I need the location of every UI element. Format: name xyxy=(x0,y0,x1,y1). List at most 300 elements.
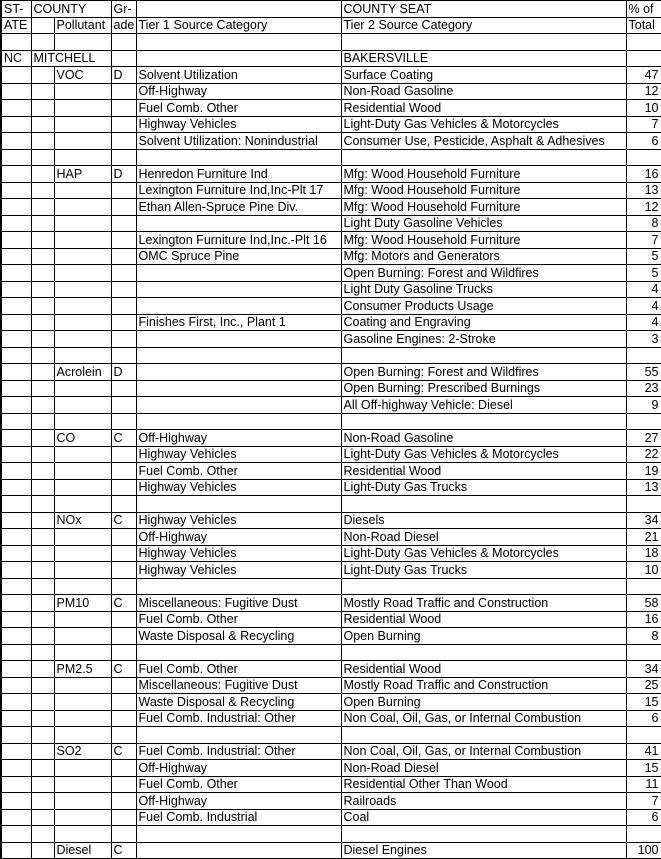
tier2-cell: Non-Road Diesel xyxy=(341,529,626,546)
state-empty-cell xyxy=(1,232,31,249)
empty-cell xyxy=(54,644,111,661)
state-empty-cell xyxy=(1,661,31,678)
county-empty-cell xyxy=(31,166,54,183)
pct-total-cell: 15 xyxy=(626,760,661,777)
grade-cell: D xyxy=(111,67,136,84)
pollutant-cell: PM10 xyxy=(54,595,111,612)
table-row xyxy=(1,842,661,859)
tier2-cell: Open Burning xyxy=(341,694,626,711)
pct-total-cell: 11 xyxy=(626,776,661,793)
spacer-row xyxy=(1,644,661,661)
pollutant-empty-cell xyxy=(54,215,111,232)
county-empty-cell xyxy=(31,710,54,727)
grade-empty-cell xyxy=(111,83,136,100)
grade-empty-cell xyxy=(111,611,136,628)
tier2-cell: Diesels xyxy=(341,512,626,529)
empty-cell xyxy=(54,826,111,843)
tier1-cell: Highway Vehicles xyxy=(136,545,341,562)
pct-total-cell: 8 xyxy=(626,215,661,232)
county-empty-cell xyxy=(31,182,54,199)
state-empty-cell xyxy=(1,694,31,711)
pollutant-cell: NOx xyxy=(54,512,111,529)
table-row xyxy=(1,595,661,612)
empty-cell xyxy=(341,644,626,661)
pollutant-cell: SO2 xyxy=(54,743,111,760)
empty-cell xyxy=(626,347,661,364)
state-empty-cell xyxy=(1,743,31,760)
grade-cell: C xyxy=(111,743,136,760)
county-empty-cell xyxy=(31,743,54,760)
pct-total-cell: 23 xyxy=(626,380,661,397)
county-empty-cell xyxy=(31,281,54,298)
pct-total-cell: 19 xyxy=(626,463,661,480)
tier2-cell: Mfg: Wood Household Furniture xyxy=(341,232,626,249)
header-county-seat: COUNTY SEAT xyxy=(341,1,626,18)
county-empty-cell xyxy=(31,83,54,100)
tier1-cell: Ethan Allen-Spruce Pine Div. xyxy=(136,199,341,216)
table-row xyxy=(1,611,661,628)
tier2-cell: Mfg: Wood Household Furniture xyxy=(341,199,626,216)
state-empty-cell xyxy=(1,611,31,628)
pct-total-cell: 22 xyxy=(626,446,661,463)
pollutant-empty-cell xyxy=(54,545,111,562)
state-empty-cell xyxy=(1,446,31,463)
state-empty-cell xyxy=(1,628,31,645)
county-empty-cell xyxy=(31,694,54,711)
state-empty-cell xyxy=(1,397,31,414)
grade-empty-cell xyxy=(111,182,136,199)
pollutant-empty-cell xyxy=(54,298,111,315)
grade-empty-cell xyxy=(111,793,136,810)
state-empty-cell xyxy=(1,430,31,447)
header-row-2 xyxy=(1,17,661,34)
tier1-cell: Waste Disposal & Recycling xyxy=(136,628,341,645)
empty-cell xyxy=(626,727,661,744)
table-row xyxy=(1,776,661,793)
table-row xyxy=(1,67,661,84)
pct-total-cell: 6 xyxy=(626,809,661,826)
empty-cell xyxy=(136,496,341,513)
pct-total-cell: 13 xyxy=(626,182,661,199)
tier1-cell: Off-Highway xyxy=(136,793,341,810)
county-empty-cell xyxy=(31,364,54,381)
table-row xyxy=(1,479,661,496)
grade-empty-cell xyxy=(111,710,136,727)
tier2-cell: Open Burning: Forest and Wildfires xyxy=(341,364,626,381)
county-empty-cell xyxy=(31,133,54,150)
tier1-cell: Miscellaneous: Fugitive Dust xyxy=(136,595,341,612)
tier2-cell: Non-Road Diesel xyxy=(341,760,626,777)
pollutant-empty-cell xyxy=(54,83,111,100)
tier1-cell: Finishes First, Inc., Plant 1 xyxy=(136,314,341,331)
spacer-row xyxy=(1,149,661,166)
state-empty-cell xyxy=(1,116,31,133)
pollutant-empty-cell xyxy=(54,199,111,216)
grade-cell: D xyxy=(111,166,136,183)
table-row xyxy=(1,364,661,381)
pollutant-empty-cell xyxy=(54,628,111,645)
tier1-cell: Off-Highway xyxy=(136,430,341,447)
table-row xyxy=(1,116,661,133)
tier1-cell: Fuel Comb. Other xyxy=(136,463,341,480)
grade-empty-cell xyxy=(111,809,136,826)
pct-total-cell: 9 xyxy=(626,397,661,414)
spacer-row xyxy=(1,578,661,595)
state-empty-cell xyxy=(1,182,31,199)
tier1-cell: Highway Vehicles xyxy=(136,116,341,133)
empty-cell xyxy=(1,727,31,744)
state-cell: NC xyxy=(1,50,31,67)
pollutant-cell: PM2.5 xyxy=(54,661,111,678)
tier2-cell: Mostly Road Traffic and Construction xyxy=(341,677,626,694)
grade-cell: C xyxy=(111,430,136,447)
county-empty-cell xyxy=(31,232,54,249)
county-empty-cell xyxy=(31,67,54,84)
county-empty-cell xyxy=(31,479,54,496)
pct-total-cell: 16 xyxy=(626,166,661,183)
tier2-cell: Residential Wood xyxy=(341,661,626,678)
table-row xyxy=(1,628,661,645)
grade-empty-cell xyxy=(111,133,136,150)
empty-cell xyxy=(136,727,341,744)
state-empty-cell xyxy=(1,463,31,480)
state-empty-cell xyxy=(1,760,31,777)
pct-total-cell: 4 xyxy=(626,298,661,315)
empty-cell xyxy=(1,413,31,430)
tier2-cell: Light-Duty Gas Trucks xyxy=(341,479,626,496)
empty-cell xyxy=(31,727,54,744)
table-row xyxy=(1,281,661,298)
pollutant-empty-cell xyxy=(54,710,111,727)
state-empty-cell xyxy=(1,512,31,529)
tier2-cell: Residential Wood xyxy=(341,100,626,117)
tier1-cell xyxy=(136,281,341,298)
county-empty-cell xyxy=(31,661,54,678)
tier1-cell: OMC Spruce Pine xyxy=(136,248,341,265)
tier1-cell xyxy=(136,842,341,859)
table-row xyxy=(1,380,661,397)
pollutant-empty-cell xyxy=(54,100,111,117)
pct-total-cell: 15 xyxy=(626,694,661,711)
pct-total-cell: 4 xyxy=(626,281,661,298)
tier1-cell: Off-Highway xyxy=(136,529,341,546)
pollutant-empty-cell xyxy=(54,248,111,265)
grade-empty-cell xyxy=(111,479,136,496)
pollutant-cell: HAP xyxy=(54,166,111,183)
pollutant-empty-cell xyxy=(54,776,111,793)
pct-total-cell: 12 xyxy=(626,199,661,216)
empty-cell xyxy=(31,496,54,513)
state-empty-cell xyxy=(1,776,31,793)
header-county-top: COUNTY xyxy=(31,1,111,18)
tier1-cell: Miscellaneous: Fugitive Dust xyxy=(136,677,341,694)
county-empty-cell xyxy=(31,842,54,859)
state-empty-cell xyxy=(1,364,31,381)
tier1-cell: Highway Vehicles xyxy=(136,512,341,529)
state-empty-cell xyxy=(1,298,31,315)
state-empty-cell xyxy=(1,100,31,117)
state-empty-cell xyxy=(1,133,31,150)
tier1-cell: Henredon Furniture Ind xyxy=(136,166,341,183)
grade-empty-cell xyxy=(111,265,136,282)
empty-cell xyxy=(31,826,54,843)
pct-total-cell: 3 xyxy=(626,331,661,348)
pct-total-cell: 27 xyxy=(626,430,661,447)
empty-cell xyxy=(111,826,136,843)
county-empty-cell xyxy=(31,628,54,645)
grade-empty-cell xyxy=(111,677,136,694)
empty-cell xyxy=(136,578,341,595)
empty-cell xyxy=(136,413,341,430)
tier1-cell: Fuel Comb. Industrial xyxy=(136,809,341,826)
county-empty-cell xyxy=(31,595,54,612)
pollutant-empty-cell xyxy=(54,446,111,463)
pollutant-empty-cell xyxy=(54,529,111,546)
header-grade-bottom: ade xyxy=(111,17,136,34)
empty-cell xyxy=(111,578,136,595)
state-empty-cell xyxy=(1,265,31,282)
table-row xyxy=(1,100,661,117)
county-empty-cell xyxy=(31,314,54,331)
pollutant-cell: CO xyxy=(54,430,111,447)
empty-cell xyxy=(341,727,626,744)
grade-empty-cell xyxy=(111,529,136,546)
state-empty-cell xyxy=(1,562,31,579)
pct-total-cell: 6 xyxy=(626,133,661,150)
state-empty-cell xyxy=(1,166,31,183)
tier2-cell: Non-Road Gasoline xyxy=(341,83,626,100)
tier1-cell: Solvent Utilization xyxy=(136,67,341,84)
tier1-cell xyxy=(136,397,341,414)
tier2-cell: Surface Coating xyxy=(341,67,626,84)
state-empty-cell xyxy=(1,215,31,232)
state-empty-cell xyxy=(1,314,31,331)
table-row xyxy=(1,199,661,216)
tier1-cell xyxy=(136,380,341,397)
table-row xyxy=(1,545,661,562)
state-empty-cell xyxy=(1,710,31,727)
state-empty-cell xyxy=(1,595,31,612)
county-empty-cell xyxy=(31,215,54,232)
empty-cell xyxy=(341,413,626,430)
pollutant-cell: VOC xyxy=(54,67,111,84)
empty-cell xyxy=(54,578,111,595)
empty-cell xyxy=(111,413,136,430)
pct-total-cell: 100 xyxy=(626,842,661,859)
state-empty-cell xyxy=(1,529,31,546)
county-empty-cell xyxy=(31,446,54,463)
pct-total-cell: 13 xyxy=(626,479,661,496)
state-empty-cell xyxy=(1,281,31,298)
tier2-cell: Mfg: Wood Household Furniture xyxy=(341,182,626,199)
tier1-cell xyxy=(136,298,341,315)
tier2-cell: All Off-highway Vehicle: Diesel xyxy=(341,397,626,414)
tier2-cell: Mfg: Wood Household Furniture xyxy=(341,166,626,183)
table-row xyxy=(1,760,661,777)
tier1-cell xyxy=(136,331,341,348)
pct-total-cell: 6 xyxy=(626,710,661,727)
empty-cell xyxy=(54,347,111,364)
tier2-cell: Mfg: Motors and Generators xyxy=(341,248,626,265)
tier2-cell: Light Duty Gasoline Trucks xyxy=(341,281,626,298)
table-row xyxy=(1,182,661,199)
pct-total-cell: 8 xyxy=(626,628,661,645)
empty-cell xyxy=(341,149,626,166)
pollutant-cell: Diesel xyxy=(54,842,111,859)
tier1-cell: Solvent Utilization: Nonindustrial xyxy=(136,133,341,150)
empty-cell xyxy=(341,496,626,513)
grade-cell: D xyxy=(111,364,136,381)
table-row xyxy=(1,562,661,579)
empty-cell xyxy=(626,149,661,166)
tier1-cell xyxy=(136,265,341,282)
pct-total-cell: 41 xyxy=(626,743,661,760)
empty-cell xyxy=(31,413,54,430)
county-empty-cell xyxy=(31,512,54,529)
empty-cell xyxy=(626,578,661,595)
tier1-cell: Fuel Comb. Industrial: Other xyxy=(136,743,341,760)
pollutant-empty-cell xyxy=(54,463,111,480)
pct-total-cell: 5 xyxy=(626,248,661,265)
tier1-cell: Fuel Comb. Other xyxy=(136,661,341,678)
pollutant-empty-cell xyxy=(54,380,111,397)
grade-empty-cell xyxy=(111,116,136,133)
pollutant-empty-cell xyxy=(54,793,111,810)
pct-total-cell: 4 xyxy=(626,314,661,331)
empty-cell xyxy=(111,727,136,744)
grade-empty-cell xyxy=(111,776,136,793)
pollutant-empty-cell xyxy=(54,611,111,628)
table-row xyxy=(1,463,661,480)
tier2-cell: Light Duty Gasoline Vehicles xyxy=(341,215,626,232)
pct-total-cell: 34 xyxy=(626,661,661,678)
state-empty-cell xyxy=(1,199,31,216)
table-row xyxy=(1,809,661,826)
county-empty-cell xyxy=(31,545,54,562)
pct-total-cell: 7 xyxy=(626,116,661,133)
state-empty-cell xyxy=(1,793,31,810)
empty-cell xyxy=(136,347,341,364)
tier1-cell xyxy=(136,364,341,381)
pct-total-cell: 10 xyxy=(626,562,661,579)
empty-cell xyxy=(111,644,136,661)
state-empty-cell xyxy=(1,83,31,100)
spacer-row xyxy=(1,413,661,430)
empty-cell xyxy=(341,826,626,843)
county-empty-cell xyxy=(31,430,54,447)
grade-empty-cell xyxy=(111,380,136,397)
state-empty-cell xyxy=(1,248,31,265)
pollutant-empty-cell xyxy=(54,677,111,694)
pct-total-cell: 10 xyxy=(626,100,661,117)
grade-empty-cell xyxy=(111,248,136,265)
header-pollutant: Pollutant xyxy=(54,17,111,34)
header-tier1-top xyxy=(136,1,341,18)
spacer-row xyxy=(1,496,661,513)
grade-empty-cell xyxy=(111,314,136,331)
pct-total-cell: 25 xyxy=(626,677,661,694)
tier2-cell: Diesel Engines xyxy=(341,842,626,859)
grade-cell: C xyxy=(111,842,136,859)
tier1-cell: Waste Disposal & Recycling xyxy=(136,694,341,711)
pollutant-empty-cell xyxy=(54,116,111,133)
tier2-cell: Light-Duty Gas Vehicles & Motorcycles xyxy=(341,446,626,463)
pollutant-empty-cell xyxy=(54,562,111,579)
pollutant-empty-cell xyxy=(54,281,111,298)
tier2-cell: Light-Duty Gas Vehicles & Motorcycles xyxy=(341,545,626,562)
pollutant-empty-cell xyxy=(54,182,111,199)
grade-empty-cell xyxy=(111,281,136,298)
empty-cell xyxy=(1,149,31,166)
table-row xyxy=(1,710,661,727)
empty-cell xyxy=(626,644,661,661)
grade-empty-cell xyxy=(111,463,136,480)
empty-cell xyxy=(54,496,111,513)
empty-cell xyxy=(341,578,626,595)
empty-cell xyxy=(626,496,661,513)
grade-empty-cell xyxy=(111,298,136,315)
pollutant-empty-cell xyxy=(54,397,111,414)
empty-cell xyxy=(136,826,341,843)
grade-empty-cell xyxy=(111,545,136,562)
table-row xyxy=(1,265,661,282)
pct-total-cell: 7 xyxy=(626,232,661,249)
header-tier1: Tier 1 Source Category xyxy=(136,17,341,34)
county-empty-cell xyxy=(31,463,54,480)
state-empty-cell xyxy=(1,380,31,397)
grade-empty-cell xyxy=(111,215,136,232)
tier1-cell: Highway Vehicles xyxy=(136,446,341,463)
header-grade-top: Gr- xyxy=(111,1,136,18)
grade-empty-cell xyxy=(111,331,136,348)
table-row xyxy=(1,512,661,529)
empty-cell xyxy=(341,347,626,364)
state-empty-cell xyxy=(1,67,31,84)
empty-cell xyxy=(54,149,111,166)
pollutant-empty-cell xyxy=(54,694,111,711)
pct-total-cell: 21 xyxy=(626,529,661,546)
empty-cell xyxy=(111,347,136,364)
empty-cell xyxy=(1,644,31,661)
county-empty-cell xyxy=(31,776,54,793)
pollutant-empty-cell xyxy=(54,265,111,282)
grade-empty-cell xyxy=(111,760,136,777)
grade-empty-cell xyxy=(111,694,136,711)
tier1-cell: Highway Vehicles xyxy=(136,562,341,579)
empty-cell xyxy=(31,644,54,661)
pollutant-empty-cell xyxy=(54,809,111,826)
pct-total-cell: 34 xyxy=(626,512,661,529)
pct-total-cell: 16 xyxy=(626,611,661,628)
empty-cell xyxy=(31,347,54,364)
tier1-cell: Fuel Comb. Other xyxy=(136,100,341,117)
state-empty-cell xyxy=(1,545,31,562)
county-empty-cell xyxy=(31,760,54,777)
table-row xyxy=(1,215,661,232)
state-empty-cell xyxy=(1,809,31,826)
empty-cell xyxy=(54,727,111,744)
table-row xyxy=(1,430,661,447)
tier2-cell: Light-Duty Gas Trucks xyxy=(341,562,626,579)
county-empty-cell xyxy=(31,298,54,315)
grade-empty-cell xyxy=(111,446,136,463)
pct-total-cell: 5 xyxy=(626,265,661,282)
pollutant-empty-cell xyxy=(54,232,111,249)
header-tier2: Tier 2 Source Category xyxy=(341,17,626,34)
tier2-cell: Consumer Use, Pesticide, Asphalt & Adhesives xyxy=(341,133,626,150)
table-row xyxy=(1,793,661,810)
empty-cell xyxy=(54,413,111,430)
